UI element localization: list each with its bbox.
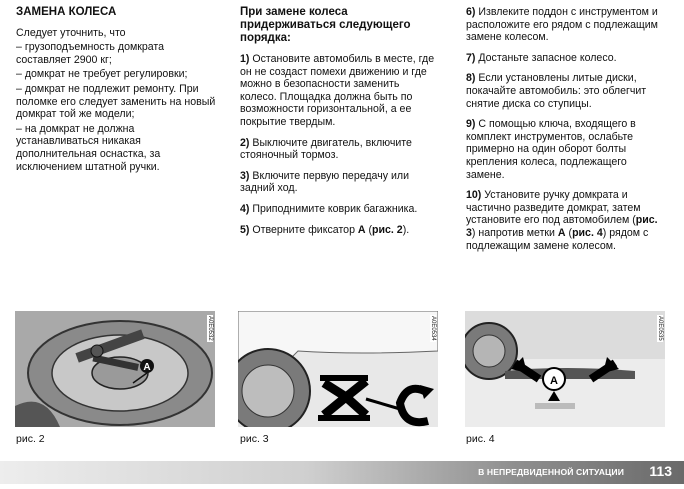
paragraph: Следует уточнить, что — [16, 26, 126, 39]
marker-a-label: A — [143, 362, 151, 373]
step-3: 3) Включите первую передачу или задний ход. — [240, 169, 409, 195]
figure-spare-wheel — [15, 311, 215, 427]
figure-code: A0E0532 — [207, 316, 213, 341]
step-5: 5) Отверните фиксатор A (рис. 2). — [240, 223, 410, 236]
footer-section-title: В НЕПРЕДВИДЕННОЙ СИТУАЦИИ — [478, 467, 624, 477]
step-10: 10) Установите ручку домкрата и частично разведите домкрат, затем установите его под автомобилем (рис. 3) напротив метки A (рис. 4) рядом с подлежащим замене колесом. — [466, 189, 658, 252]
page-number: 113 — [649, 463, 672, 479]
figure-jacking-point — [465, 311, 665, 427]
paragraph: – на домкрат не должна устанавливаться никакая дополнительная оснастка, за исключением штатной ручки. — [16, 122, 161, 173]
step-8: 8) Если установлены литые диски, покачайте автомобиль: это облегчит снятие диска со ступицы. — [466, 72, 647, 110]
figure-jack-under-car — [238, 311, 438, 427]
section-heading: ЗАМЕНА КОЛЕСА — [16, 6, 117, 18]
spare-wheel-illustration — [15, 311, 215, 427]
paragraph: – домкрат не требует регулировки; — [16, 68, 188, 81]
step-7: 7) Достаньте запасное колесо. — [466, 51, 617, 64]
figure-caption: рис. 3 — [240, 433, 269, 445]
step-1: 1) Остановите автомобиль в месте, где он не создаст помехи движению и где можно в безопасности заменить колесо. Площадка должна быть по возможности горизонтальной, а ее покрытие твердым. — [240, 53, 435, 128]
paragraph: – домкрат не подлежит ремонту. При поломке его следует заменить на новый домкрат той же модели; — [16, 82, 216, 121]
jacking-point-illustration — [465, 311, 665, 427]
column-2 — [240, 6, 438, 244]
step-2: 2) Выключите двигатель, включите стояночный тормоз. — [240, 136, 412, 162]
step-6: 6) Извлеките поддон с инструментом и расположите его рядом с подлежащим замене колесом. — [466, 6, 658, 44]
figure-code: A0E0534 — [430, 316, 436, 341]
procedure-heading: При замене колеса придерживаться следующего порядка: — [240, 6, 411, 44]
column-3 — [466, 6, 666, 260]
figure-caption: рис. 4 — [466, 433, 495, 445]
marker-a-label: A — [550, 375, 558, 387]
step-4: 4) Приподнимите коврик багажника. — [240, 202, 418, 215]
jack-illustration — [238, 311, 438, 427]
page-footer — [0, 461, 684, 484]
paragraph: – грузоподъемность домкрата составляет 2900 кг; — [16, 41, 165, 66]
column-1 — [16, 6, 216, 175]
figure-caption: рис. 2 — [16, 433, 45, 445]
figure-code: A0E0535 — [657, 316, 663, 341]
step-9: 9) С помощью ключа, входящего в комплект инструментов, ослабьте примерно на один оборот болты крепления колеса, подлежащего замене. — [466, 118, 636, 181]
